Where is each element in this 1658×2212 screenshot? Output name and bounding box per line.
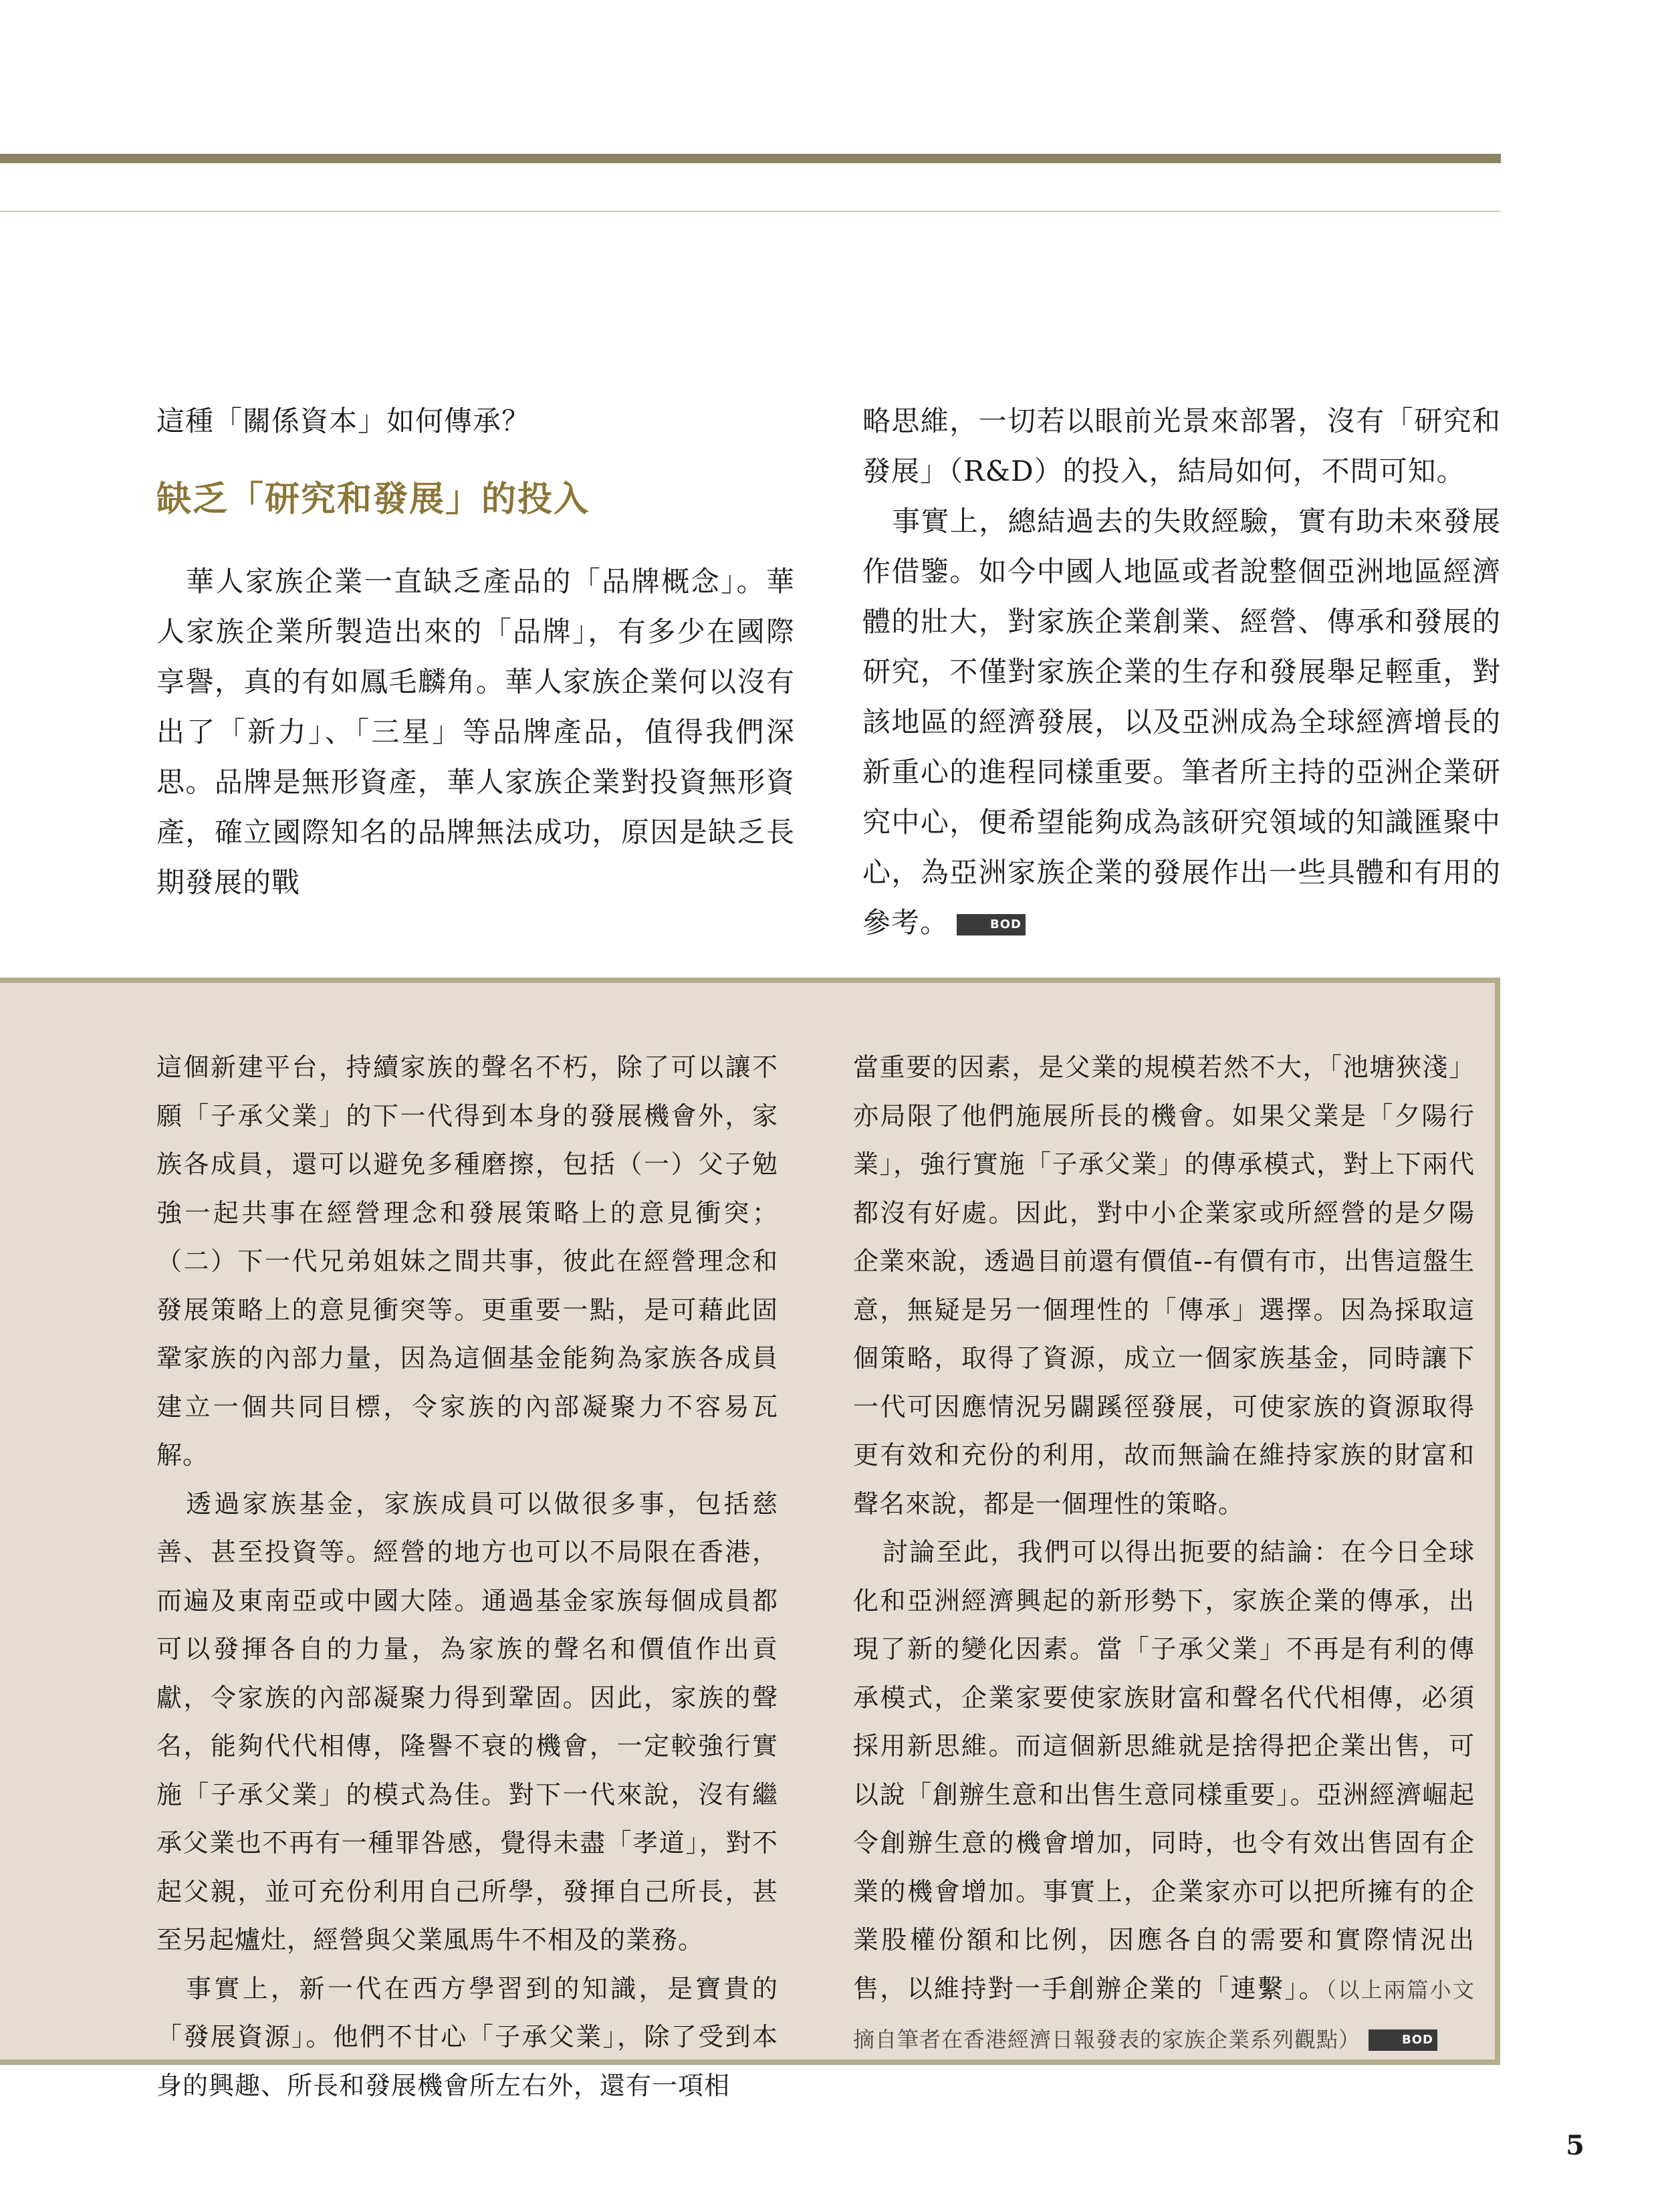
- paragraph: 華人家族企業一直缺乏產品的「品牌概念」。華人家族企業所製造出來的「品牌」，有多少在國際享譽，真的有如鳳毛麟角。華人家族企業何以沒有出了「新力」、「三星」等品牌產品，值得我們深思。品牌是無形資產，華人家族企業對投資無形資產，確立國際知名的品牌無法成功，原因是缺乏長期發展的戰: [156, 565, 795, 899]
- box-left-column: [156, 1043, 778, 2110]
- paragraph-text: 事實上，總結過去的失敗經驗，實有助未來發展作借鑒。如今中國人地區或者說整個亞洲地區經濟體的壯大，對家族企業創業、經營、傳承和發展的研究，不僅對家族企業的生存和發展舉足輕重，對該地區的經濟發展，以及亞洲成為全球經濟增長的新重心的進程同樣重要。筆者所主持的亞洲企業研究中心，便希望能夠成為該研究領域的知識匯聚中心，為亞洲家族企業的發展作出一些具體和有用的參考。: [862, 505, 1501, 939]
- paragraph: 透過家族基金，家族成員可以做很多事，包括慈善、甚至投資等。經營的地方也可以不局限在香港，而遍及東南亞或中國大陸。通過基金家族每個成員都可以發揮各自的力量，為家族的聲名和價值作出貢獻，令家族的內部凝聚力得到鞏固。因此，家族的聲名，能夠代代相傳，隆譽不衰的機會，一定較強行實施「子承父業」的模式為佳。對下一代來說，沒有繼承父業也不再有一種罪咎感，覺得未盡「孝道」，對不起父親，並可充份利用自己所學，發揮自己所長，甚至另起爐灶，經營與父業風馬牛不相及的業務。: [156, 1488, 778, 1955]
- paragraph-text: 討論至此，我們可以得出扼要的結論：在今日全球化和亞洲經濟興起的新形勢下，家族企業的傳承，出現了新的變化因素。當「子承父業」不再是有利的傳承模式，企業家要使家族財富和聲名代代相傳，必須採用新思維。而這個新思維就是捨得把企業出售，可以說「創辦生意和出售生意同樣重要」。亞洲經濟崛起令創辦生意的機會增加，同時，也令有效出售固有企業的機會增加。事實上，企業家亦可以把所擁有的企業股權份額和比例，因應各自的需要和實際情況出售，以維持對一手創辦企業的「連繫」。: [853, 1537, 1475, 2003]
- source-note: （以上兩篇小文摘自筆者在香港經濟日報發表的家族企業系列觀點）: [853, 1977, 1475, 2052]
- paragraph: 略思維，一切若以眼前光景來部署，沒有「研究和發展」（R&D）的投入，結局如何，不問可知。: [862, 405, 1501, 487]
- paragraph: 這個新建平台，持續家族的聲名不朽，除了可以讓不願「子承父業」的下一代得到本身的發展機會外，家族各成員，還可以避免多種磨擦，包括（一）父子勉強一起共事在經營理念和發展策略上的意見衝突；（二）下一代兄弟姐妹之間共事，彼此在經營理念和發展策略上的意見衝突等。更重要一點，是可藉此固鞏家族的內部力量，因為這個基金能夠為家族各成員建立一個共同目標，令家族的內部凝聚力不容易瓦解。: [156, 1053, 778, 1470]
- paragraph: 事實上，新一代在西方學習到的知識，是寶貴的「發展資源」。他們不甘心「子承父業」，除了受到本身的興趣、所長和發展機會所左右外，還有一項相: [156, 1973, 778, 2100]
- section-heading: 缺乏「研究和發展」的投入: [156, 479, 590, 520]
- box-right-column: [853, 1043, 1475, 2064]
- top-decorative-rule: [0, 154, 1501, 163]
- page-number: 5: [1566, 2130, 1584, 2161]
- top-thin-rule: [0, 211, 1501, 212]
- paragraph: [853, 1528, 1475, 2064]
- sidebar-box: [0, 978, 1500, 2100]
- paragraph: 當重要的因素，是父業的規模若然不大，「池塘狹淺」亦局限了他們施展所長的機會。如果父業是「夕陽行業」，強行實施「子承父業」的傳承模式，對上下兩代都沒有好處。因此，對中小企業家或所經營的是夕陽企業來說，透過目前還有價值--有價有市，出售這盤生意，無疑是另一個理性的「傳承」選擇。因為採取這個策略，取得了資源，成立一個家族基金，同時讓下一代可因應情況另闢蹊徑發展，可使家族的資源取得更有效和充份的利用，故而無論在維持家族的財富和聲名來說，都是一個理性的策略。: [853, 1053, 1475, 1519]
- top-left-column: [156, 396, 795, 907]
- intro-line: 這種「關係資本」如何傳承？: [156, 405, 531, 437]
- top-right-column: [862, 396, 1501, 948]
- end-mark-logo: BOD: [957, 914, 1026, 935]
- paragraph: [862, 496, 1501, 948]
- end-mark-logo: BOD: [1369, 2029, 1437, 2051]
